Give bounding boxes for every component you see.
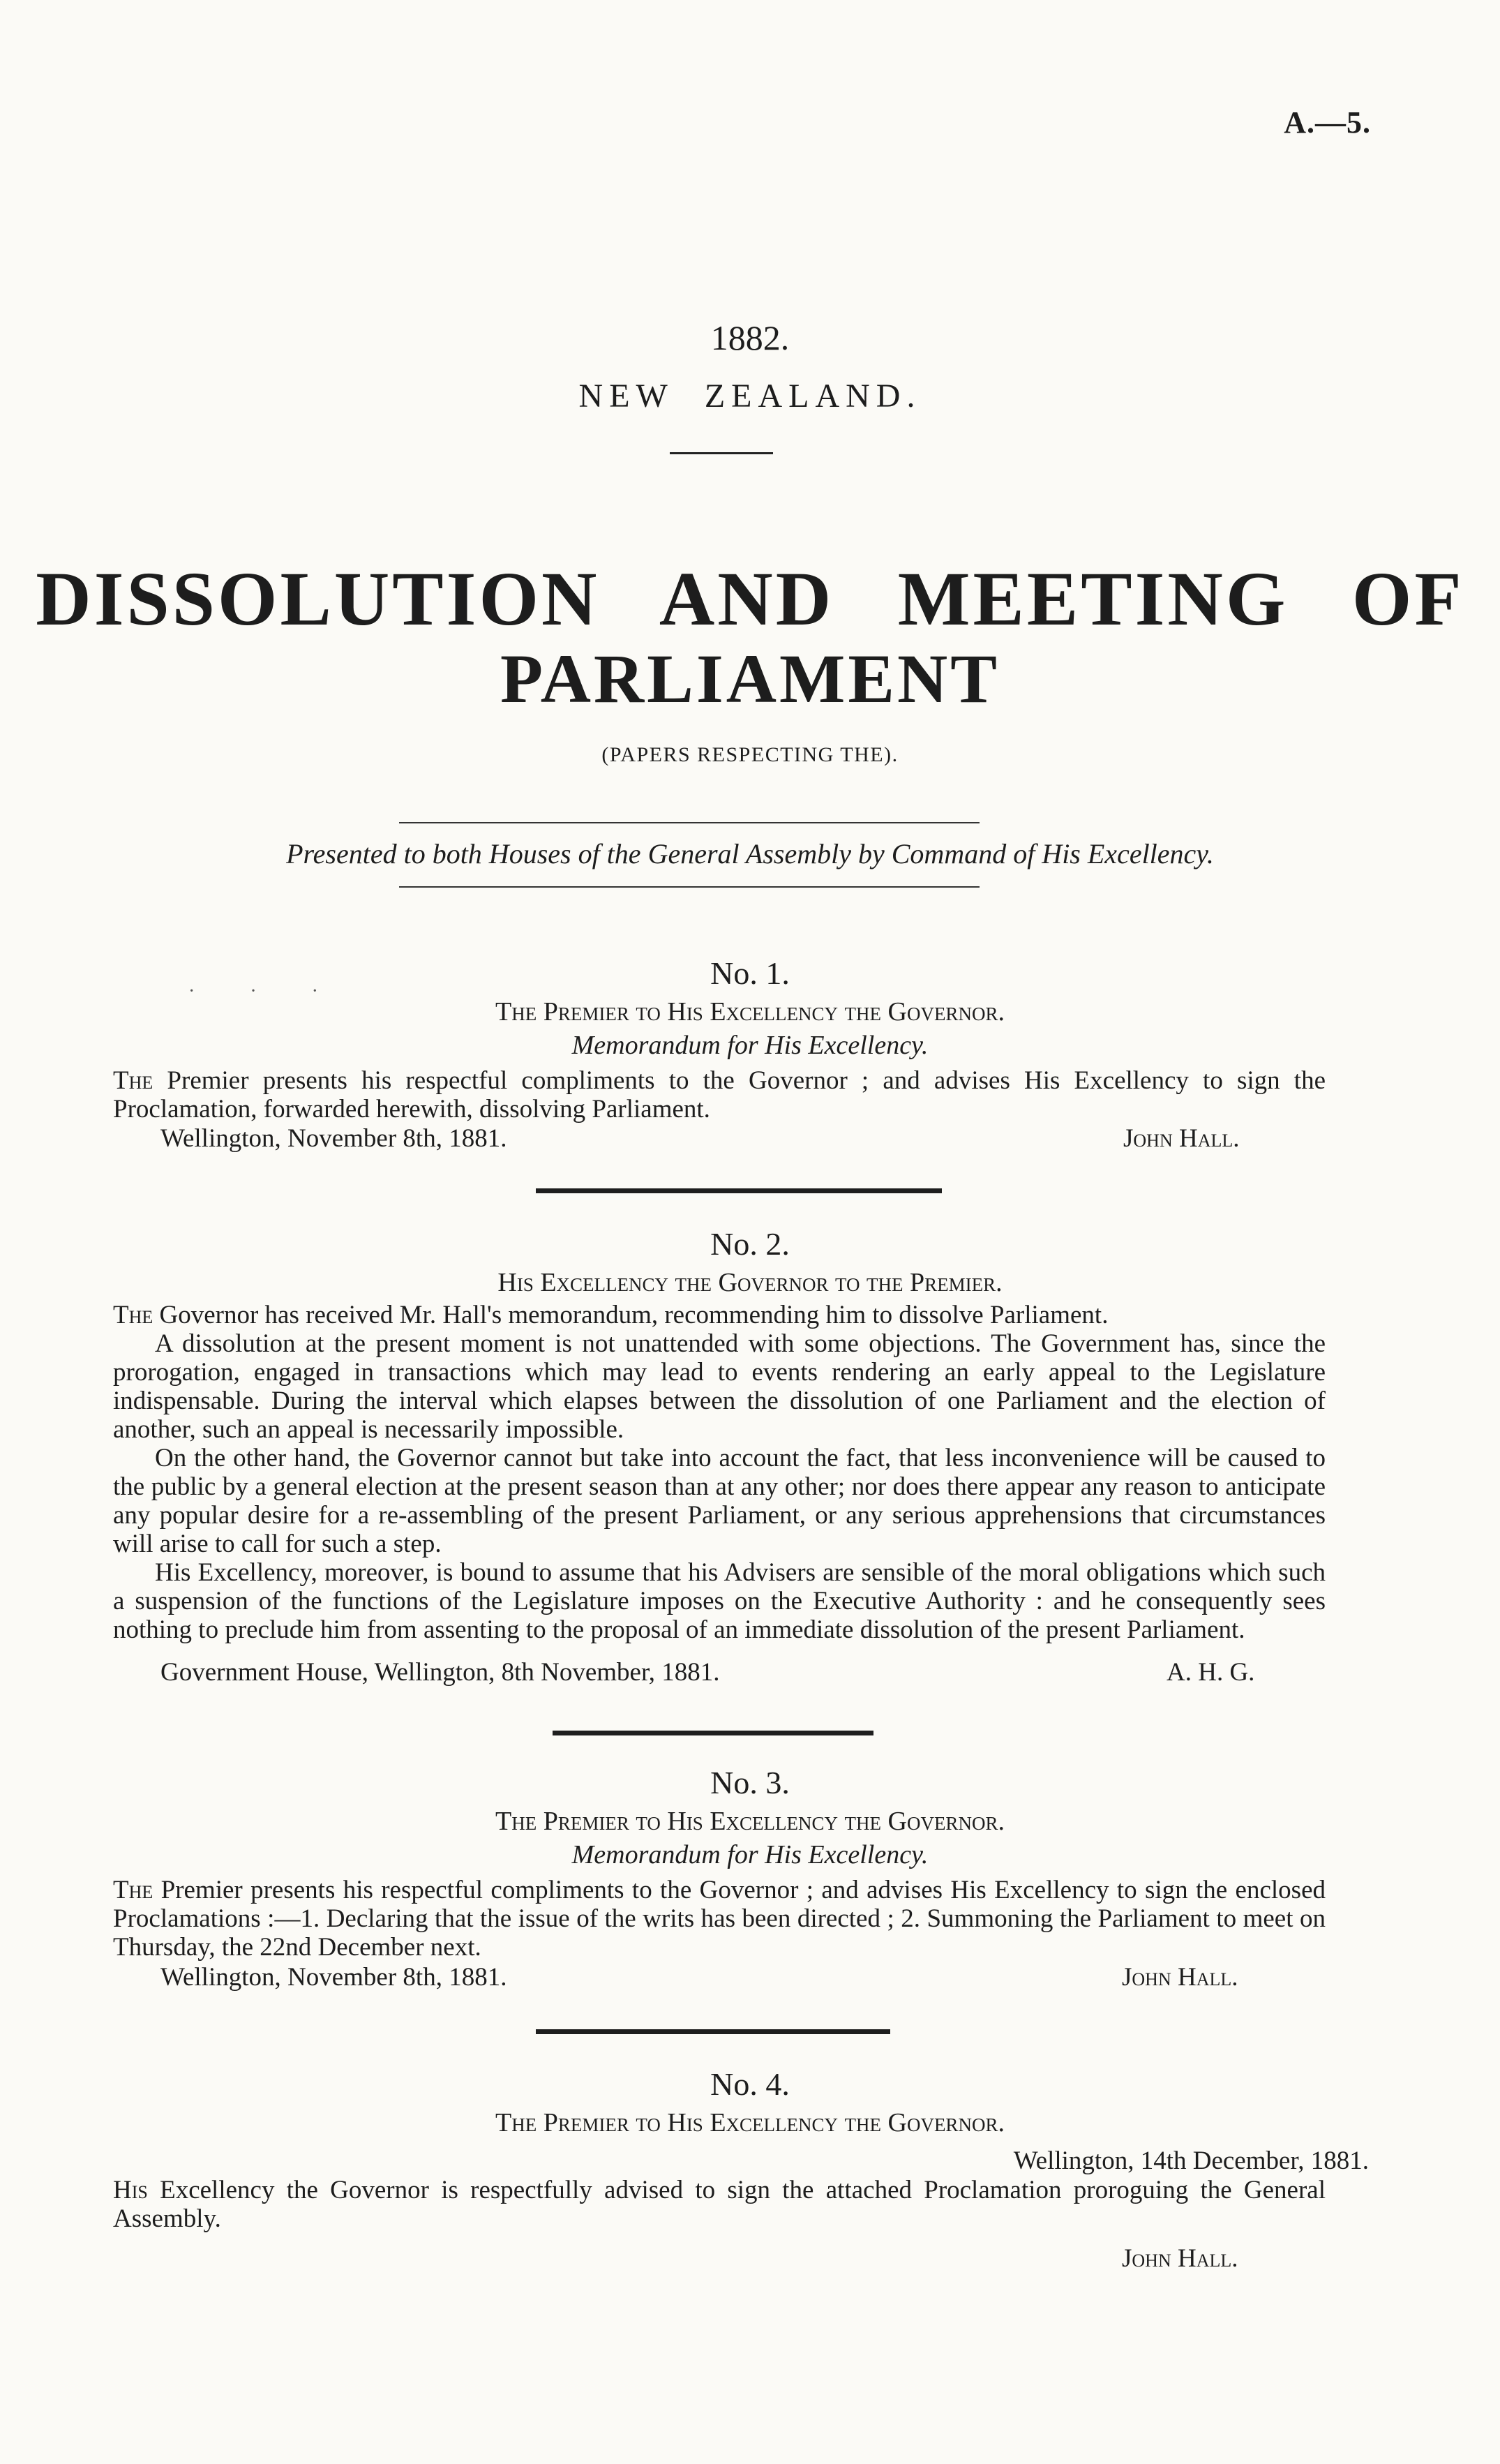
title-line-2: PARLIAMENT: [500, 640, 1000, 717]
section-3-number: No. 3.: [710, 1765, 790, 1800]
section-1-signature: John Hall.: [1123, 1124, 1240, 1153]
divider: [670, 452, 773, 454]
section-2-para-3: On the other hand, the Governor cannot but take into account the fact, that less inconvenience will be caused to the public by a general election at the present season than at any other; nor does there appear any reason to anticipate any popular desire for a re-assembling of the present Parliament, or any serious apprehensions that circumstances will arise to call for such a step.: [113, 1444, 1326, 1558]
section-2-lead: The: [113, 1301, 153, 1329]
stray-marks: · · ·: [188, 980, 343, 1002]
section-4-text: Excellency the Governor is respectfully advised to sign the attached Proclamation proroguing the General Assembly.: [113, 2176, 1326, 2233]
section-1-text: Premier presents his respectful compliments to the Governor ; and advises His Excellency to sign the Proclamation, forwarded herewith, dissolving Parliament.: [113, 1066, 1326, 1123]
section-2-para-4: His Excellency, moreover, is bound to assume that his Advisers are sensible of the moral obligations which such a suspension of the functions of the Legislature imposes on the Executive Authority : and he consequently sees nothing to preclude him from assenting to the proposal of an immediate dissolution of the present Parliament.: [113, 1558, 1326, 1644]
section-4-number: No. 4.: [710, 2066, 790, 2102]
section-2-number: No. 2.: [710, 1226, 790, 1262]
section-1-body: [113, 1066, 1326, 1123]
document-reference: A.—5.: [1284, 105, 1371, 140]
country-word-2: ZEALAND.: [704, 378, 922, 415]
year: 1882.: [710, 318, 790, 357]
section-2-para-1: Governor has received Mr. Hall's memorandum, recommending him to dissolve Parliament.: [159, 1301, 1109, 1329]
section-3-lead: The: [113, 1876, 153, 1904]
section-divider: [536, 1188, 942, 1193]
divider: [399, 886, 980, 888]
section-3-body: [113, 1876, 1326, 1962]
section-1-place-date: Wellington, November 8th, 1881.: [160, 1124, 507, 1153]
section-4-lead: His: [113, 2176, 148, 2204]
section-4-place-date: Wellington, 14th December, 1881.: [1013, 2146, 1369, 2175]
section-2-signature: A. H. G.: [1167, 1658, 1255, 1687]
section-4-from-to: The Premier to His Excellency the Governor.: [495, 2108, 1005, 2137]
section-3-text: Premier presents his respectful compliments to the Governor ; and advises His Excellency to sign the enclosed Proclamations :—1. Declaring that the issue of the writs has been directed ; 2. Summoning the Parliament to meet on Thursday, the 22nd December next.: [113, 1876, 1326, 1962]
section-4-signature: John Hall.: [1122, 2244, 1238, 2273]
section-1-number: No. 1.: [710, 955, 790, 991]
presented-line: Presented to both Houses of the General Assembly by Command of His Excellency.: [286, 838, 1214, 869]
section-1-memo: Memorandum for His Excellency.: [571, 1031, 929, 1060]
section-4-body: [113, 2176, 1326, 2233]
section-2-place-date: Government House, Wellington, 8th November, 1881.: [160, 1658, 720, 1687]
section-2-from-to: His Excellency the Governor to the Premier.: [497, 1268, 1003, 1297]
section-2-para-2: A dissolution at the present moment is not unattended with some objections. The Government has, since the prorogation, engaged in transactions which may lead to events rendering an early appeal to the Legislature indispensable. During the interval which elapses between the dissolution of one Parliament and the election of another, such an appeal is necessarily impossible.: [113, 1329, 1326, 1444]
section-divider: [553, 1731, 873, 1735]
section-2-body: [113, 1301, 1326, 1644]
section-3-memo: Memorandum for His Excellency.: [571, 1840, 929, 1869]
title-line-1: DISSOLUTION AND MEETING OF: [36, 556, 1464, 641]
section-1-from-to: The Premier to His Excellency the Governor.: [495, 997, 1005, 1026]
section-1-lead: The: [113, 1066, 153, 1095]
section-3-place-date: Wellington, November 8th, 1881.: [160, 1963, 507, 1992]
country: [0, 377, 1500, 415]
subtitle: (PAPERS RESPECTING THE).: [601, 743, 899, 766]
divider: [399, 822, 980, 823]
section-3-from-to: The Premier to His Excellency the Governor.: [495, 1807, 1005, 1836]
section-3-signature: John Hall.: [1122, 1963, 1238, 1992]
country-word-1: NEW: [578, 378, 674, 415]
section-divider: [536, 2029, 890, 2034]
